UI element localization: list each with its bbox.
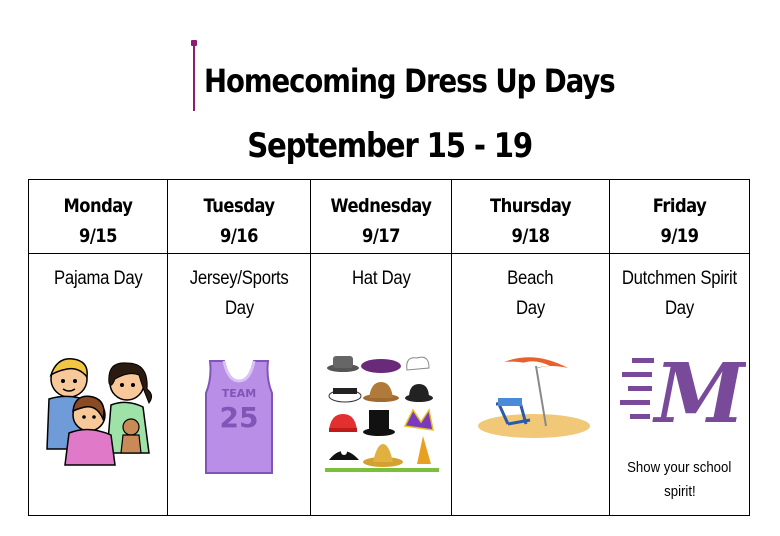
day-name: Wednesday <box>330 195 432 217</box>
day-date: 9/17 <box>361 225 401 247</box>
hats-illustration <box>325 352 439 472</box>
pajama-kids-illustration <box>39 349 159 469</box>
text-cursor <box>193 42 195 111</box>
theme-label: Pajama Day <box>53 268 143 289</box>
day-date: 9/16 <box>219 225 259 247</box>
theme-cell-wednesday <box>311 254 452 516</box>
beach-illustration <box>468 354 592 440</box>
subtitle-text: September 15 - 19 <box>247 126 533 166</box>
note-line-1: Show your school <box>627 459 732 476</box>
theme-label: Dutchmen Spirit <box>621 268 737 289</box>
day-date: 9/18 <box>511 225 550 247</box>
schedule-table <box>28 179 750 516</box>
theme-label: Hat Day <box>351 268 411 289</box>
jersey-team-text: TEAM <box>221 387 257 400</box>
theme-cell-monday <box>29 254 168 516</box>
day-header-thursday <box>452 180 610 254</box>
day-header-monday <box>29 180 168 254</box>
jersey-number-text: 25 <box>219 401 259 434</box>
theme-label-line2: Day <box>516 298 545 319</box>
theme-cell-tuesday <box>168 254 311 516</box>
theme-label-line2: Day <box>665 298 694 319</box>
page-subtitle <box>0 126 780 166</box>
theme-cell-friday <box>610 254 750 516</box>
day-name: Friday <box>652 195 707 217</box>
theme-row <box>29 254 750 516</box>
day-name: Monday <box>63 195 133 217</box>
jersey-illustration <box>204 359 274 475</box>
day-header-tuesday <box>168 180 311 254</box>
day-date: 9/15 <box>78 225 118 247</box>
header-row <box>29 180 750 254</box>
day-header-friday <box>610 180 750 254</box>
spirit-note <box>610 456 749 504</box>
day-name: Thursday <box>490 195 571 217</box>
day-name: Tuesday <box>203 195 275 217</box>
theme-label: Beach <box>507 268 554 289</box>
theme-label-line2: Day <box>224 298 254 319</box>
logo-letter: M <box>654 350 746 430</box>
note-line-2: spirit! <box>663 483 696 500</box>
theme-label: Jersey/Sports <box>189 268 289 289</box>
page-title: Homecoming Dress Up Days <box>204 62 615 100</box>
day-header-wednesday <box>311 180 452 254</box>
day-date: 9/19 <box>660 225 699 247</box>
theme-cell-thursday <box>452 254 610 516</box>
dutchmen-m-logo <box>618 350 746 430</box>
